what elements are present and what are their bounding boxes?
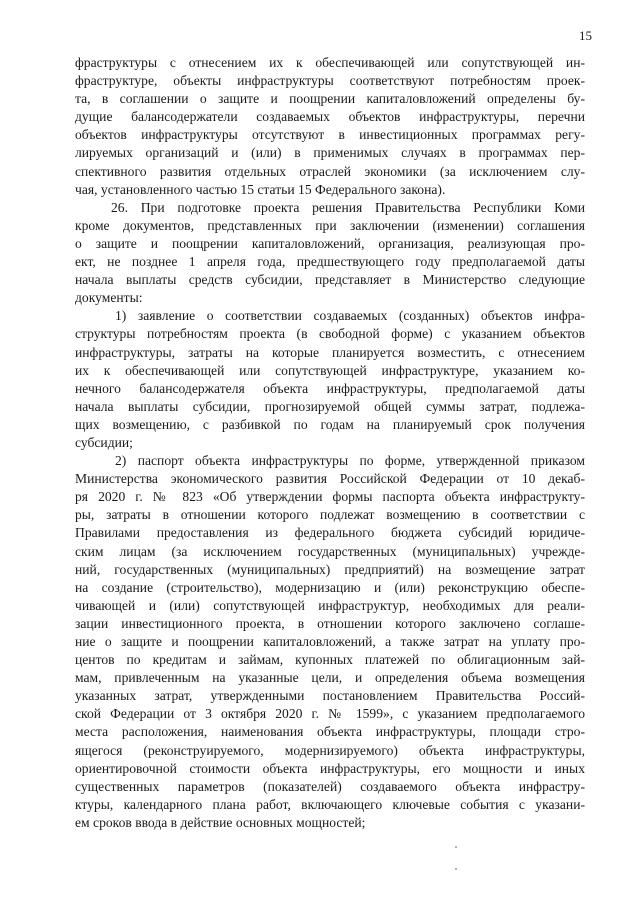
text-line: щих возмещению, с разбивкой по годам на планируемый срок получения [75,416,585,432]
text-line: ры, затраты в отношении которого подлежат возмещению в соответствии с [75,507,585,523]
text-line: инфраструктуры, затраты на которые планируется возместить, с отнесением [75,344,585,360]
text-line: о защите и поощрении капиталовложений, организация, реализующая про- [75,235,585,251]
text-line: субсидии; [75,434,133,450]
text-line: мам, привлеченным на указанные цели, и определения объема возмещения [75,670,585,686]
text-line: та, в соглашении о защите и поощрении капиталовложений определены бу- [75,91,585,107]
text-line: на создание (строительство), модернизацию и (или) реконструкцию обеспе- [75,579,585,595]
text-line: ящегося (реконструируемого, модернизируемого) объекта инфраструктуры, [75,742,585,758]
text-line: ние о защите и поощрении капиталовложений, а также затрат на уплату про- [75,634,585,649]
text-line: их к обеспечивающей или сопутствующей инфраструктуре, указанием ко- [75,362,585,378]
text-line: центов по кредитам и займам, купонных платежей по облигационным зай- [75,652,585,668]
document-body [75,54,585,832]
text-line: ний, государственных (муниципальных) предприятий) на возмещение затрат [75,561,585,577]
text-line: ем сроков ввода в действие основных мощностей; [75,814,366,830]
text-line: фраструктуры с отнесением их к обеспечивающей или сопутствующей ин- [75,55,585,70]
text-line: начала выплаты средств субсидии, представляет в Министерство следующие [75,272,585,288]
text-line: Правилами предоставления из федерального бюджета субсидий юридиче- [75,525,585,541]
text-line: ктуры, календарного плана работ, включающего ключевые события с указани- [75,796,585,812]
text-line: ским лицам (за исключением государственных (муниципальных) учрежде- [75,543,585,559]
text-line: спективного развития отдельных отраслей экономики (за исключением слу- [75,163,585,179]
text-line: 1) заявление о соответствии создаваемых (созданных) объектов инфра- [115,308,585,324]
text-line: 26. При подготовке проекта решения Правительства Республики Коми [111,199,585,215]
text-line: нечного балансодержателя объекта инфраструктуры, предполагаемой даты [75,380,585,396]
page-number: 15 [579,28,592,43]
text-line: документы: [75,290,143,306]
text-line: Министерства экономического развития Российской Федерации от 10 декаб- [75,471,585,487]
text-line: ской Федерации от 3 октября 2020 г. № 1599», с указанием предполагаемого [75,706,585,722]
text-line: структуры потребностям проекта (в свободной форме) с указанием объектов [75,326,585,342]
text-line: начала выплаты субсидии, прогнозируемой общей суммы затрат, подлежа- [75,398,585,414]
text-line: существенных параметров (показателей) создаваемого объекта инфрастру- [75,778,585,794]
text-line: ориентировочной стоимости объекта инфраструктуры, его мощности и иных [75,760,585,776]
scan-speck [455,868,457,870]
text-line: указанных затрат, утвержденными постановлением Правительства Россий- [75,688,585,704]
text-line: ект, не позднее 1 апреля года, предшествующего году предполагаемой даты [75,254,585,270]
text-line: фраструктуре, объекты инфраструктуры соответствуют потребностям проек- [75,73,585,89]
text-line: 2) паспорт объекта инфраструктуры по форме, утвержденной приказом [115,453,585,469]
text-line: зации инвестиционного проекта, в отношении которого заключено соглаше- [75,615,585,631]
text-line: кроме документов, представленных при заключении (изменении) соглашения [75,217,585,233]
text-line: объектов инфраструктуры отсутствуют в инвестиционных программах регу- [75,127,585,143]
text-line: чая, установленного частью 15 статьи 15 Федерального закона). [75,181,446,197]
text-line: чивающей и (или) сопутствующей инфраструктур, необходимых для реали- [75,597,585,613]
text-line: дущие балансодержатели создаваемых объектов инфраструктуры, перечни [75,109,585,125]
scan-speck [455,846,457,848]
text-line: места расположения, наименования объекта инфраструктуры, площади стро- [75,724,585,740]
text-line: лируемых организаций и (или) в применимых случаях в программах пер- [75,145,585,161]
text-line: ря 2020 г. № 823 «Об утверждении формы паспорта объекта инфраструкту- [75,489,585,505]
